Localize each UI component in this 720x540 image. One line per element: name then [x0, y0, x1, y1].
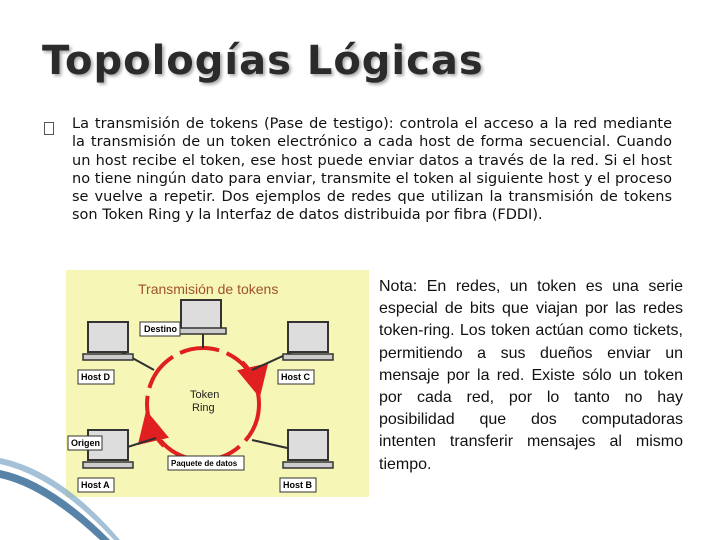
label-host-d: Host D [81, 372, 110, 382]
label-host-a: Host A [81, 480, 110, 490]
label-host-b: Host B [283, 480, 312, 490]
label-destino: Destino [144, 324, 178, 334]
ring-label-ring: Ring [192, 402, 215, 414]
note-paragraph: Nota: En redes, un token es una serie especial de bits que viajan por las redes token-ring. Los token actúan como tickets, permitiendo a sus dueños enviar un mensaje por la red. Existe sólo un token por cada red, por lo tanto no hay posibilidad que dos computadoras intenten transferir mensajes al mismo tiempo. [379, 278, 683, 473]
figure-title: Transmisión de tokens [138, 281, 279, 297]
label-origen: Origen [71, 438, 101, 448]
computer-host-b-icon [283, 430, 333, 468]
slide-title: Topologías Lógicas [42, 38, 484, 84]
label-paquete-datos: Paquete de datos [171, 459, 238, 468]
computer-host-c-icon [283, 322, 333, 360]
computer-host-d-icon [83, 322, 133, 360]
decorative-swoosh [0, 440, 120, 540]
label-host-c: Host C [281, 372, 310, 382]
ring-label-token: Token [190, 389, 220, 401]
bullet-box-icon [44, 122, 54, 135]
main-paragraph: La transmisión de tokens (Pase de testigo): controla el acceso a la red mediante la transmisión de un token electrónico a cada host de forma secuencial. Cuando un host recibe el token, ese host puede enviar datos a través de la red. Si el host no tiene ningún dato para enviar, transmite el token al siguiente host y el proceso se vuelve a repetir. Dos ejemplos de redes que utilizan la transmisión de tokens son Token Ring y la Interfaz de datos distribuida por fibra (FDDI). [72, 116, 672, 224]
computer-destino-icon [176, 300, 226, 334]
